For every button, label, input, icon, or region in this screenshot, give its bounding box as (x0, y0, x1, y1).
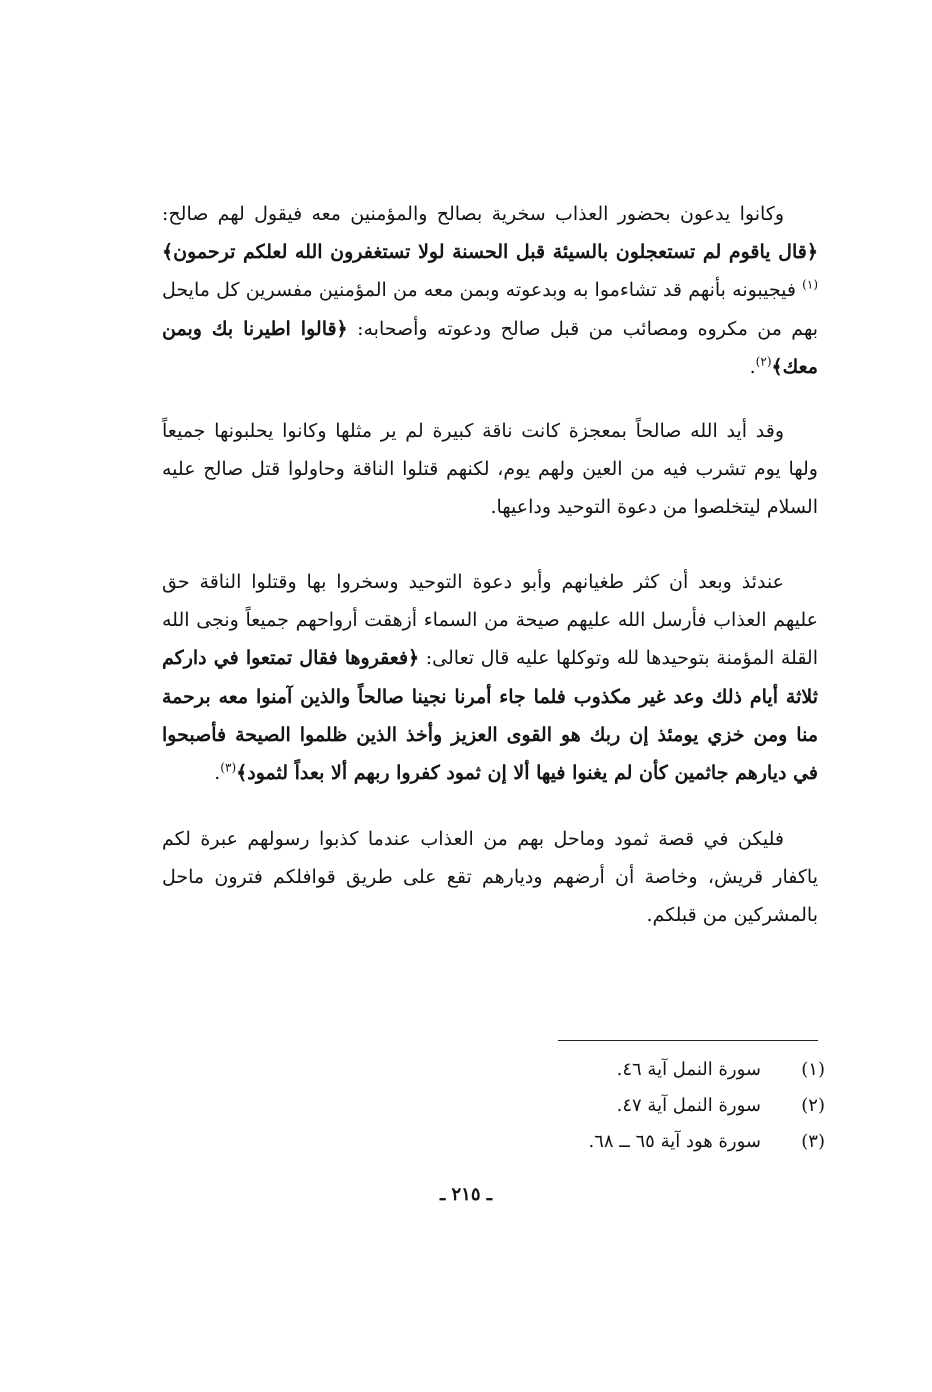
quran-quote: ﴿قال ياقوم لم تستعجلون بالسيئة قبل الحسنة لولا تستغفرون الله لعلكم ترحمون﴾ (162, 241, 818, 264)
paragraph-text: عندئذ وبعد أن كثر طغيانهم وأبو دعوة التوحيد وسخروا بها وقتلوا الناقة حق عليهم العذاب فأرسل الله عليهم صيحة من السماء أزهقت أرواحهم جميعاً ونجى الله القلة المؤمنة بتوحيدها لله وتوكلها عليه قال تعالى: (162, 571, 818, 670)
footnote-item (480, 1088, 825, 1124)
page-number: ـ ٢١٥ ـ (439, 1184, 493, 1205)
footnote-reference: (٣) (220, 760, 237, 775)
paragraph-4 (162, 820, 818, 935)
paragraph-3 (162, 563, 818, 792)
paragraph-text: فيجيبونه بأنهم قد تشاءموا به وبدعوته وبمن معه من المؤمنين مفسرين كل مايحل بهم من مكروه ومصائب من قبل صالح ودعوته وأصحابه: (162, 279, 819, 340)
footnote-number: (١) (801, 1059, 825, 1080)
paragraph-2 (162, 412, 818, 527)
footnote-number: (٣) (801, 1131, 825, 1152)
footnote-text: سورة النمل آية ٤٦. (616, 1059, 761, 1080)
footnote-number: (٢) (801, 1095, 825, 1116)
paragraph-text: فليكن في قصة ثمود وماحل بهم من العذاب عندما كذبوا رسولهم عبرة لكم ياكفار قريش، وخاصة أن أرضهم وديارهم تقع على طريق قوافلكم فترون ماحل بالمشركين من قبلكم. (162, 828, 818, 927)
paragraph-text: وكانوا يدعون بحضور العذاب سخرية بصالح والمؤمنين معه فيقول لهم صالح: (162, 203, 784, 225)
footnote-item (480, 1124, 825, 1160)
quran-quote: ﴿قالوا اطيرنا بك وبمن معك﴾ (162, 317, 818, 378)
footnote-item (480, 1052, 825, 1088)
footnote-reference: (١) (802, 278, 818, 293)
paragraph-1 (162, 195, 818, 386)
footnote-text: سورة النمل آية ٤٧. (616, 1095, 761, 1116)
footnote-text: سورة هود آية ٦٥ ــ ٦٨. (588, 1131, 761, 1152)
footnote-reference: (٢) (755, 354, 772, 369)
paragraph-text: . (214, 762, 221, 785)
footnotes-list (480, 1052, 825, 1160)
footnote-separator (558, 1040, 818, 1041)
quran-quote: ﴿فعقروها فقال تمتعوا في داركم ثلاثة أيام ذلك وعد غير مكذوب فلما جاء أمرنا نجينا صالحاً والذين آمنوا معه برحمة منا ومن خزي يومئذ إن ربك هو القوى العزيز وأخذ الذين ظلموا الصيحة فأصبحوا في ديارهم جاثمين كأن لم يغنوا فيها ألا إن ثمود كفروا ربهم ألا بعداً لثمود﴾ (162, 647, 818, 785)
paragraph-text: . (749, 355, 756, 378)
paragraph-text: وقد أيد الله صالحاً بمعجزة كانت ناقة كبيرة لم ير مثلها وكانوا يحلبونها جميعاً ولها يوم تشرب فيه من العين ولهم يوم، لكنهم قتلوا الناقة وحاولوا قتل صالح عليه السلام ليتخلصوا من دعوة التوحيد وداعيها. (162, 420, 818, 519)
